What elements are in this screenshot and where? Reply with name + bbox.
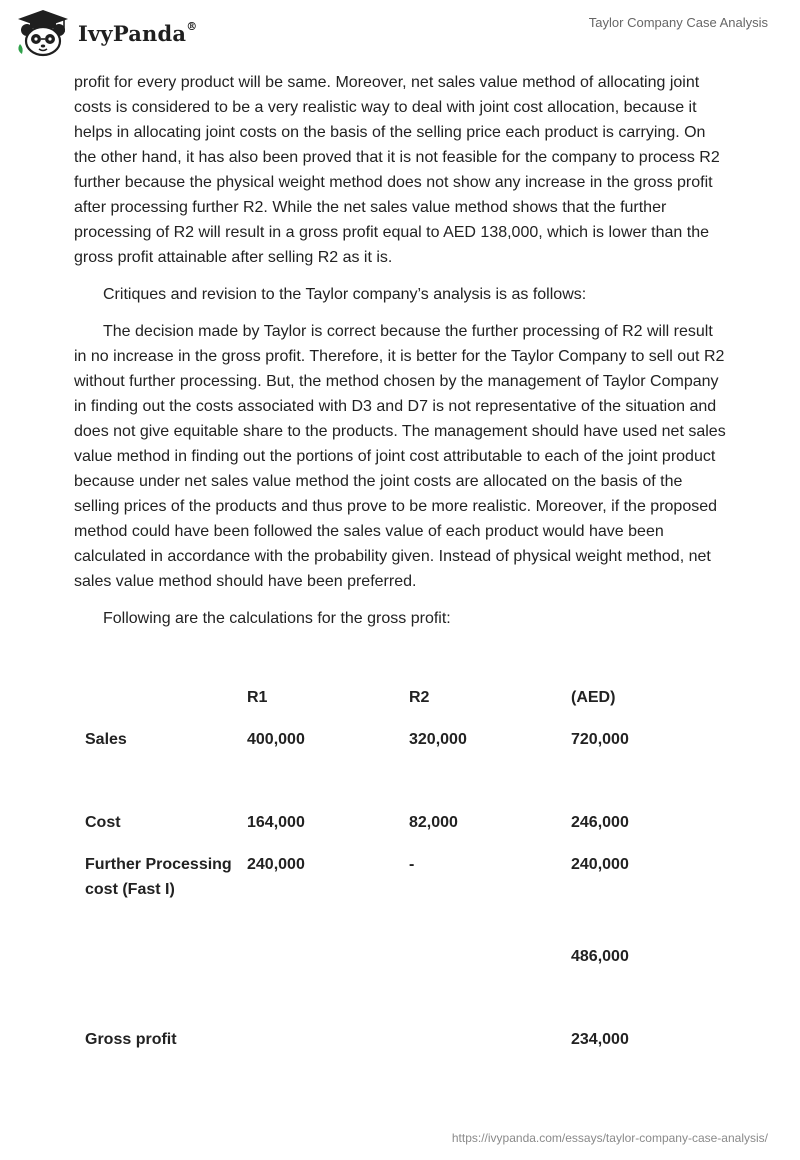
- table-cell: 240,000: [571, 856, 629, 873]
- brand-logo[interactable]: [14, 8, 197, 58]
- table-cell: [247, 944, 409, 1027]
- table-header-cell: [74, 676, 247, 727]
- table-row: [74, 727, 726, 810]
- gross-profit-table: [74, 676, 726, 1057]
- table-cell: 720,000: [571, 731, 629, 748]
- source-url[interactable]: https://ivypanda.com/essays/taylor-company-case-analysis/: [451, 1131, 768, 1145]
- table-cell: 240,000: [247, 856, 305, 873]
- table-row: [74, 810, 726, 852]
- document-title: Taylor Company Case Analysis: [588, 15, 768, 30]
- table-header-cell: (AED): [571, 689, 616, 706]
- table-cell: 400,000: [247, 731, 305, 748]
- page-header: [0, 0, 800, 70]
- paragraph: Critiques and revision to the Taylor company’s analysis is as follows:: [103, 286, 587, 303]
- table-cell: [409, 1027, 571, 1057]
- table-cell: [409, 944, 571, 1027]
- paragraph: Following are the calculations for the gross profit:: [103, 610, 451, 627]
- table-cell: 164,000: [247, 814, 305, 831]
- row-label: Cost: [85, 814, 121, 831]
- essay-body: [74, 70, 726, 643]
- table-header-cell: R2: [409, 689, 430, 706]
- paragraph: profit for every product will be same. Moreover, net sales value method of allocating joint costs is considered to be a very realistic way to deal with joint cost allocation, because it helps in allocating joint costs on the basis of the selling price each product is carrying. On the other hand, it has also been proved that it is not feasible for the company to process R2 further because the physical weight method does not show any increase in the gross profit after processing further R2. While the net sales value method shows that the further processing of R2 will result in a gross profit equal to AED 138,000, which is lower than the gross profit attainable after selling R2 as it is.: [74, 74, 720, 266]
- brand-name: IvyPanda®: [78, 19, 198, 46]
- paragraph: The decision made by Taylor is correct because the further processing of R2 will result in no increase in the gross profit. Therefore, it is better for the Taylor Company to sell out R2 without further processing. But, the method chosen by the management of Taylor Company in finding out the costs associated with D3 and D7 is not representative of the situation and does not give equitable share to the products. The management should have used net sales value method in finding out the portions of joint cost attributable to each of the joint product because under net sales value method the joint costs are allocated on the basis of the selling prices of the products and thus prove to be more realistic. Moreover, if the proposed method could have been followed the sales value of each product would have been calculated in accordance with the probability given. Instead of physical weight method, net sales value method should have been preferred.: [74, 323, 726, 590]
- row-label: Gross profit: [85, 1031, 177, 1048]
- table-cell: [247, 1027, 409, 1057]
- table-cell: 320,000: [409, 731, 467, 748]
- table-cell: 246,000: [571, 814, 629, 831]
- row-label: [74, 944, 247, 1027]
- panda-graduate-icon: [14, 8, 72, 58]
- table-cell: 82,000: [409, 814, 458, 831]
- row-label: Sales: [85, 731, 127, 748]
- table-row: [74, 944, 726, 1027]
- table-cell: -: [409, 856, 415, 873]
- table-cell: 486,000: [571, 948, 629, 965]
- table-cell: 234,000: [571, 1031, 629, 1048]
- table-row: [74, 1027, 726, 1057]
- table-header-cell: R1: [247, 689, 268, 706]
- registered-mark: ®: [186, 19, 198, 33]
- table-header-row: [74, 676, 726, 727]
- table-row: [74, 852, 726, 944]
- row-label: Further Processing cost (Fast I): [85, 856, 232, 898]
